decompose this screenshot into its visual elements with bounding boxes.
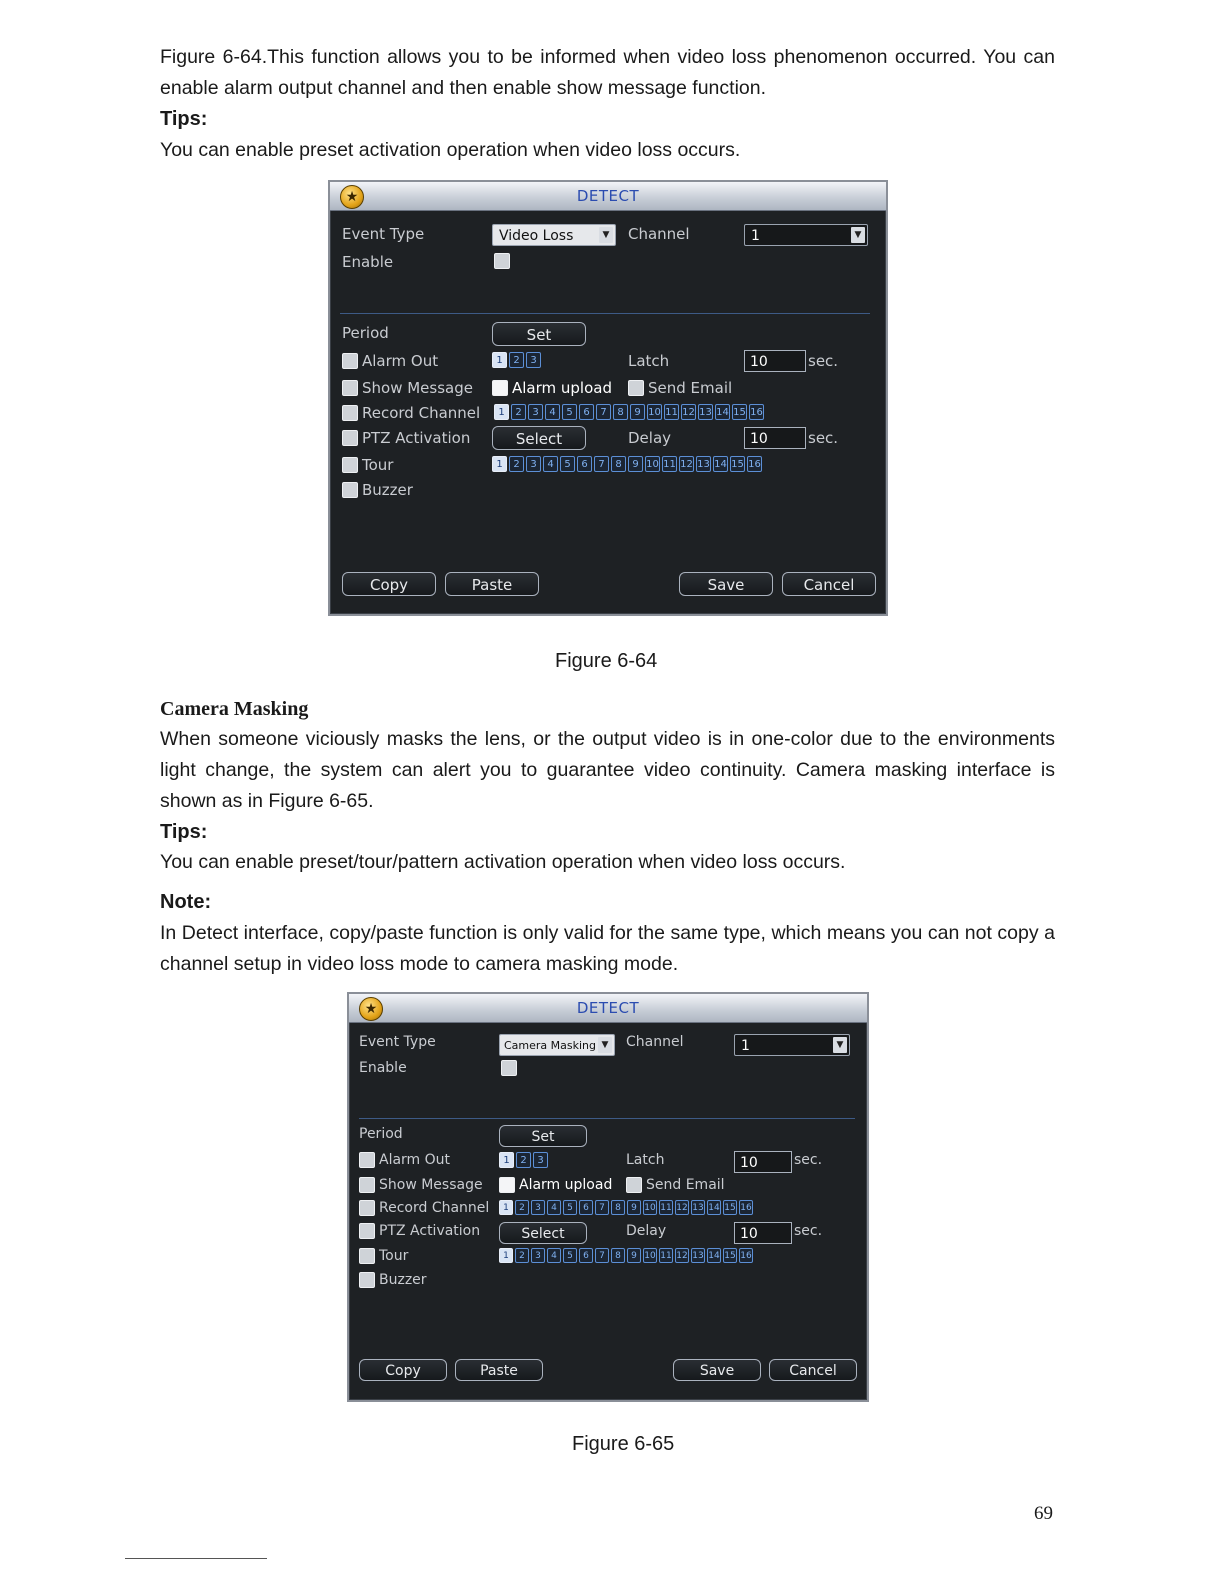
channel-toggle-10[interactable]: 10 <box>647 404 662 420</box>
event-type-select[interactable] <box>499 1034 615 1056</box>
alarm-upload-label: Alarm upload <box>519 1177 613 1193</box>
period-label: Period <box>342 324 389 342</box>
channel-toggle-2[interactable]: 2 <box>516 1152 531 1168</box>
tour-channels <box>499 1248 753 1263</box>
channel-toggle-7[interactable]: 7 <box>594 456 609 472</box>
channel-toggle-6[interactable]: 6 <box>579 1248 593 1263</box>
alarm-out-label: Alarm Out <box>379 1152 451 1168</box>
dialog-title: DETECT <box>576 999 640 1017</box>
channel-toggle-12[interactable]: 12 <box>681 404 696 420</box>
channel-toggle-14[interactable]: 14 <box>707 1200 721 1215</box>
save-button[interactable]: Save <box>679 572 773 596</box>
event-type-label: Event Type <box>359 1034 436 1050</box>
channel-toggle-15[interactable]: 15 <box>732 404 747 420</box>
latch-label: Latch <box>628 352 670 370</box>
chevron-down-icon: ▼ <box>598 1037 612 1053</box>
channel-toggle-1[interactable]: 1 <box>499 1200 513 1215</box>
channel-toggle-3[interactable]: 3 <box>531 1200 545 1215</box>
channel-toggle-6[interactable]: 6 <box>579 404 594 420</box>
channel-toggle-3[interactable]: 3 <box>526 456 541 472</box>
enable-checkbox[interactable] <box>501 1060 517 1076</box>
channel-toggle-15[interactable]: 15 <box>730 456 745 472</box>
buzzer-label: Buzzer <box>362 481 413 499</box>
channel-toggle-2[interactable]: 2 <box>509 456 524 472</box>
event-type-label: Event Type <box>342 225 425 243</box>
channel-toggle-13[interactable]: 13 <box>691 1248 705 1263</box>
record-channel-checkbox[interactable] <box>342 404 480 422</box>
channel-toggle-12[interactable]: 12 <box>675 1248 689 1263</box>
delay-label: Delay <box>628 429 672 447</box>
cancel-button[interactable]: Cancel <box>782 572 876 596</box>
send-email-checkbox[interactable] <box>626 1177 725 1193</box>
buzzer-label: Buzzer <box>379 1272 427 1288</box>
channel-toggle-2[interactable]: 2 <box>515 1248 529 1263</box>
ptz-activation-label: PTZ Activation <box>379 1223 481 1239</box>
camera-masking-paragraph: When someone viciously masks the lens, or the output video is in one-color due to the environments light change, the system can alert you to guarantee video continuity. Camera masking interface is shown as in Figure 6-65. <box>160 728 1055 812</box>
tour-label: Tour <box>379 1248 409 1264</box>
record-channel-label: Record Channel <box>362 404 481 422</box>
channel-toggle-15[interactable]: 15 <box>723 1248 737 1263</box>
channel-toggle-9[interactable]: 9 <box>627 1200 641 1215</box>
note-text: In Detect interface, copy/paste function is only valid for the same type, which means you can not copy a channel setup in video loss mode to camera masking mode. <box>160 922 1055 975</box>
channel-toggle-9[interactable]: 9 <box>627 1248 641 1263</box>
tips-text: You can enable preset activation operation when video loss occurs. <box>160 139 741 161</box>
latch-input[interactable]: 10 <box>734 1151 792 1173</box>
channel-toggle-13[interactable]: 13 <box>698 404 713 420</box>
channel-toggle-3[interactable]: 3 <box>531 1248 545 1263</box>
channel-value: 1 <box>751 228 760 244</box>
separator <box>340 313 870 314</box>
channel-toggle-1[interactable]: 1 <box>494 404 509 420</box>
channel-toggle-9[interactable]: 9 <box>628 456 643 472</box>
channel-toggle-11[interactable]: 11 <box>664 404 679 420</box>
page-number: 69 <box>1034 1503 1053 1524</box>
alarm-out-checkbox[interactable] <box>342 352 438 370</box>
chevron-down-icon: ▼ <box>599 227 613 243</box>
channel-toggle-3[interactable]: 3 <box>528 404 543 420</box>
figure-caption-6-65: Figure 6-65 <box>572 1433 675 1455</box>
channel-label: Channel <box>626 1034 684 1050</box>
alarm-upload-checkbox[interactable] <box>492 379 612 397</box>
tour-checkbox[interactable] <box>359 1248 408 1264</box>
channel-toggle-4[interactable]: 4 <box>547 1248 561 1263</box>
delay-label: Delay <box>626 1223 667 1239</box>
channel-toggle-9[interactable]: 9 <box>630 404 645 420</box>
event-type-select[interactable] <box>492 224 616 246</box>
alarm-out-channels <box>499 1152 548 1168</box>
show-message-label: Show Message <box>362 379 473 397</box>
channel-toggle-6[interactable]: 6 <box>579 1200 593 1215</box>
separator <box>359 1118 855 1119</box>
delay-input[interactable]: 10 <box>744 427 806 449</box>
tips-label: Tips: <box>160 108 208 130</box>
buzzer-checkbox[interactable] <box>342 481 413 499</box>
channel-toggle-5[interactable]: 5 <box>562 404 577 420</box>
chevron-down-icon: ▼ <box>833 1037 847 1053</box>
channel-toggle-1[interactable]: 1 <box>499 1152 514 1168</box>
latch-input[interactable]: 10 <box>744 350 806 372</box>
channel-toggle-8[interactable]: 8 <box>611 1248 625 1263</box>
paste-button[interactable]: Paste <box>445 572 539 596</box>
ptz-activation-label: PTZ Activation <box>362 429 471 447</box>
tour-channels <box>492 456 762 472</box>
dialog-title-bar <box>349 994 867 1023</box>
latch-unit: sec. <box>794 1152 823 1168</box>
channel-toggle-3[interactable]: 3 <box>533 1152 548 1168</box>
cancel-button[interactable]: Cancel <box>769 1359 857 1381</box>
note-label: Note: <box>160 891 212 913</box>
delay-unit: sec. <box>794 1223 823 1239</box>
enable-label: Enable <box>359 1060 407 1076</box>
ptz-activation-checkbox[interactable] <box>342 429 470 447</box>
show-message-checkbox[interactable] <box>359 1177 483 1193</box>
channel-toggle-8[interactable]: 8 <box>613 404 628 420</box>
channel-toggle-7[interactable]: 7 <box>595 1248 609 1263</box>
channel-toggle-5[interactable]: 5 <box>563 1200 577 1215</box>
channel-toggle-2[interactable]: 2 <box>515 1200 529 1215</box>
dvr-logo-icon: ★ <box>359 997 383 1021</box>
event-type-value: Video Loss <box>499 228 574 244</box>
channel-label: Channel <box>628 225 690 243</box>
event-type-value: Camera Masking <box>504 1039 597 1052</box>
channel-toggle-11[interactable]: 11 <box>659 1248 673 1263</box>
alarm-out-label: Alarm Out <box>362 352 439 370</box>
channel-toggle-10[interactable]: 10 <box>643 1248 657 1263</box>
record-channels <box>494 404 764 420</box>
channel-toggle-2[interactable]: 2 <box>509 352 524 368</box>
channel-toggle-16[interactable]: 16 <box>739 1200 753 1215</box>
channel-toggle-11[interactable]: 11 <box>662 456 677 472</box>
detect-dialog-camera-masking <box>347 992 869 1402</box>
alarm-upload-checkbox[interactable] <box>499 1177 612 1193</box>
channel-toggle-7[interactable]: 7 <box>595 1200 609 1215</box>
record-channels <box>499 1200 753 1215</box>
ptz-select-button[interactable]: Select <box>499 1222 587 1244</box>
enable-checkbox[interactable] <box>494 253 510 269</box>
copy-button[interactable]: Copy <box>342 572 436 596</box>
channel-toggle-13[interactable]: 13 <box>691 1200 705 1215</box>
channel-toggle-14[interactable]: 14 <box>707 1248 721 1263</box>
channel-toggle-4[interactable]: 4 <box>545 404 560 420</box>
copy-button[interactable]: Copy <box>359 1359 447 1381</box>
channel-toggle-3[interactable]: 3 <box>526 352 541 368</box>
send-email-checkbox[interactable] <box>628 379 732 397</box>
channel-select[interactable] <box>744 224 868 246</box>
record-channel-checkbox[interactable] <box>359 1200 489 1216</box>
channel-toggle-4[interactable]: 4 <box>547 1200 561 1215</box>
channel-toggle-6[interactable]: 6 <box>577 456 592 472</box>
latch-unit: sec. <box>808 352 839 370</box>
channel-toggle-14[interactable]: 14 <box>713 456 728 472</box>
channel-toggle-1[interactable]: 1 <box>492 352 507 368</box>
delay-input[interactable]: 10 <box>734 1222 792 1244</box>
channel-toggle-12[interactable]: 12 <box>679 456 694 472</box>
channel-toggle-5[interactable]: 5 <box>563 1248 577 1263</box>
paste-button[interactable]: Paste <box>455 1359 543 1381</box>
channel-toggle-7[interactable]: 7 <box>596 404 611 420</box>
figure-caption-6-64: Figure 6-64 <box>555 650 658 672</box>
channel-toggle-8[interactable]: 8 <box>611 456 626 472</box>
footnote-divider <box>125 1558 267 1559</box>
send-email-label: Send Email <box>648 379 733 397</box>
buzzer-checkbox[interactable] <box>359 1272 427 1288</box>
period-set-button[interactable]: Set <box>499 1125 587 1147</box>
dvr-logo-icon: ★ <box>340 185 364 209</box>
save-button[interactable]: Save <box>673 1359 761 1381</box>
channel-toggle-5[interactable]: 5 <box>560 456 575 472</box>
channel-toggle-15[interactable]: 15 <box>723 1200 737 1215</box>
channel-toggle-1[interactable]: 1 <box>499 1248 513 1263</box>
alarm-out-channels <box>492 352 541 368</box>
latch-label: Latch <box>626 1152 665 1168</box>
channel-toggle-10[interactable]: 10 <box>645 456 660 472</box>
show-message-checkbox[interactable] <box>342 379 473 397</box>
tour-checkbox[interactable] <box>342 456 393 474</box>
channel-toggle-16[interactable]: 16 <box>747 456 762 472</box>
channel-value: 1 <box>741 1038 750 1054</box>
channel-toggle-16[interactable]: 16 <box>749 404 764 420</box>
alarm-upload-label: Alarm upload <box>512 379 612 397</box>
detect-dialog-video-loss <box>328 180 888 616</box>
chevron-down-icon: ▼ <box>851 227 865 243</box>
tips-text: You can enable preset/tour/pattern activation operation when video loss occurs. <box>160 851 846 873</box>
dialog-title: DETECT <box>576 187 640 205</box>
channel-toggle-10[interactable]: 10 <box>643 1200 657 1215</box>
show-message-label: Show Message <box>379 1177 483 1193</box>
dialog-title-bar <box>330 182 886 211</box>
tour-label: Tour <box>362 456 394 474</box>
channel-toggle-4[interactable]: 4 <box>543 456 558 472</box>
send-email-label: Send Email <box>646 1177 725 1193</box>
section-heading: Camera Masking <box>160 698 309 720</box>
channel-toggle-14[interactable]: 14 <box>715 404 730 420</box>
channel-select[interactable] <box>734 1034 850 1056</box>
delay-unit: sec. <box>808 429 839 447</box>
period-set-button[interactable]: Set <box>492 322 586 346</box>
channel-toggle-13[interactable]: 13 <box>696 456 711 472</box>
channel-toggle-2[interactable]: 2 <box>511 404 526 420</box>
channel-toggle-11[interactable]: 11 <box>659 1200 673 1215</box>
channel-toggle-16[interactable]: 16 <box>739 1248 753 1263</box>
record-channel-label: Record Channel <box>379 1200 490 1216</box>
channel-toggle-12[interactable]: 12 <box>675 1200 689 1215</box>
ptz-select-button[interactable]: Select <box>492 426 586 450</box>
channel-toggle-1[interactable]: 1 <box>492 456 507 472</box>
ptz-activation-checkbox[interactable] <box>359 1223 480 1239</box>
alarm-out-checkbox[interactable] <box>359 1152 450 1168</box>
enable-label: Enable <box>342 253 394 271</box>
period-label: Period <box>359 1126 403 1142</box>
tips-label: Tips: <box>160 821 208 843</box>
intro-paragraph: Figure 6-64.This function allows you to be informed when video loss phenomenon occurred. You can enable alarm output channel and then enable show message function. <box>160 46 1055 99</box>
channel-toggle-8[interactable]: 8 <box>611 1200 625 1215</box>
